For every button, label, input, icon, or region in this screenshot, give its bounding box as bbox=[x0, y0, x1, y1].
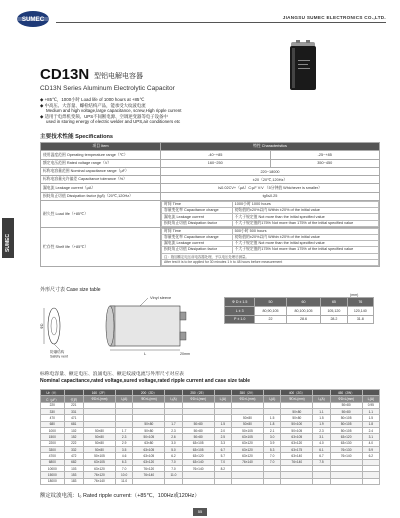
rating-cell: 63×175 bbox=[281, 447, 313, 453]
rating-cell: C（μF） bbox=[41, 396, 65, 402]
spec-heading: 主要技术性能 Specifications bbox=[40, 134, 114, 140]
spec-value: tgδ≤0.25 bbox=[161, 192, 380, 200]
shelf-life-table bbox=[161, 228, 379, 266]
spec-label: 标称电容量允许偏差 Capacitance tolerance（%） bbox=[41, 176, 161, 184]
rating-cell: I₀(A) bbox=[313, 396, 330, 402]
rating-cell: 330 bbox=[41, 409, 65, 415]
rating-cell: 220 bbox=[41, 402, 65, 408]
rating-cell: 2.3 bbox=[165, 428, 182, 434]
rating-cell: 7.5 bbox=[313, 459, 330, 465]
safety-vent-cn: 防爆结构 bbox=[50, 350, 65, 354]
rating-cell: I₀(A) bbox=[165, 396, 182, 402]
rating-cell: 7.0 bbox=[165, 466, 182, 472]
sub-value: 500小时 500 hours bbox=[232, 228, 378, 234]
rating-cell: 102 bbox=[64, 428, 83, 434]
rating-cell: 63×120 bbox=[83, 466, 115, 472]
spec-table bbox=[40, 142, 380, 267]
rating-cell: 76×120 bbox=[83, 472, 115, 478]
rating-cell: 63×105 bbox=[182, 447, 214, 453]
rating-cell: 3.0 bbox=[165, 440, 182, 446]
rating-cell: Ur（V） bbox=[41, 390, 65, 396]
rating-cell: 1.5 bbox=[214, 421, 231, 427]
spec-label: 使用温度范围 Operating temperature range（℃） bbox=[41, 151, 161, 159]
rating-cell: 471 bbox=[64, 415, 83, 421]
rating-cell bbox=[214, 478, 231, 484]
sumec-logo bbox=[16, 10, 50, 28]
sub-label: 时间 Time bbox=[162, 202, 233, 208]
sub-label: 损耗角正切值 Dissipation factor bbox=[162, 220, 233, 226]
rating-cell: 50×105 bbox=[231, 428, 263, 434]
ripple-table-title-en: Nominal capacitance,rated voltage,sured voltage,rated ripple current and case size table bbox=[40, 378, 251, 384]
rating-cell: 76×140 bbox=[182, 466, 214, 472]
rating-cell bbox=[133, 478, 165, 484]
rating-cell: ΦD×L(mm) bbox=[83, 396, 115, 402]
rating-cell: 63×105 bbox=[83, 459, 115, 465]
rating-cell: 63×105 bbox=[133, 447, 165, 453]
case-cell: 60 bbox=[286, 298, 321, 307]
rating-cell: 76×130 bbox=[330, 447, 362, 453]
rating-cell: 63×120 bbox=[231, 440, 263, 446]
case-cell: Φ D ± 1.5 bbox=[225, 298, 255, 307]
page-number: 55 bbox=[193, 508, 207, 516]
spec-value: ±20（20℃,120Hz） bbox=[161, 176, 380, 184]
rating-cell: 1500 bbox=[41, 434, 65, 440]
rating-cell: 2.1 bbox=[264, 428, 281, 434]
rating-cell: 50×80 bbox=[330, 402, 362, 408]
rating-cell: 2.5 bbox=[214, 434, 231, 440]
case-drawing bbox=[40, 292, 200, 358]
case-cell: 80,90,105 bbox=[255, 306, 286, 315]
rating-cell: 6.7 bbox=[313, 453, 330, 459]
rating-cell: 50×80 bbox=[133, 428, 165, 434]
rating-cell: 8.2 bbox=[214, 466, 231, 472]
rating-cell: 6.2 bbox=[362, 453, 379, 459]
sub-label: 容量变化率 Capacitance change bbox=[162, 208, 233, 214]
rating-cell: 3.5 bbox=[116, 447, 133, 453]
rating-cell: 11.0 bbox=[116, 478, 133, 484]
rating-cell: 10000 bbox=[41, 466, 65, 472]
rating-cell: 50×80 bbox=[133, 421, 165, 427]
rating-cell: ΦD×L(mm) bbox=[231, 396, 263, 402]
rating-cell: 63×120 bbox=[281, 440, 313, 446]
spec-value: 160~250 bbox=[161, 159, 271, 167]
series-subtitle: CD13N Series Aluminum Electrolytic Capacitor bbox=[40, 85, 175, 92]
rating-cell bbox=[264, 478, 281, 484]
sub-label: 漏电流 Leakage current bbox=[162, 214, 233, 220]
rating-cell: 5.7 bbox=[214, 453, 231, 459]
rating-cell: 76×120 bbox=[133, 466, 165, 472]
rating-cell: 15000 bbox=[41, 472, 65, 478]
rating-cell: 472 bbox=[64, 453, 83, 459]
rating-cell: 50×105 bbox=[330, 428, 362, 434]
sub-value: 不大于规定值 Not more than the initial specified value bbox=[232, 214, 378, 220]
sub-label: 漏电流 Leakage current bbox=[162, 241, 233, 247]
feature-line: Medium and high voltage,large capacitance, screw,High ripple current bbox=[46, 108, 182, 114]
load-life-cell bbox=[161, 201, 380, 228]
case-cell: L ± 3 bbox=[225, 306, 255, 315]
spec-value: -40~+85 bbox=[161, 151, 271, 159]
rating-cell: 50×80 bbox=[231, 415, 263, 421]
rating-cell: 63×130 bbox=[330, 440, 362, 446]
case-cell: 50 bbox=[255, 298, 286, 307]
rating-cell: 1000 bbox=[41, 428, 65, 434]
case-cell: 76 bbox=[347, 298, 373, 307]
rating-cell: 63×105 bbox=[182, 440, 214, 446]
rating-cell: ΦD×L(mm) bbox=[281, 396, 313, 402]
spec-value: 350~450 bbox=[270, 159, 380, 167]
svg-text:SUMEC: SUMEC bbox=[21, 16, 45, 24]
case-cell: 80,100,105 bbox=[286, 306, 321, 315]
rating-cell: 1.8 bbox=[264, 421, 281, 427]
rating-cell: 6.7 bbox=[214, 447, 231, 453]
sub-label: 损耗角正切值 Dissipation factor bbox=[162, 247, 233, 253]
dim-L-label: L bbox=[144, 351, 147, 356]
rating-cell: 63×120 bbox=[330, 434, 362, 440]
rating-cell: 76×140 bbox=[281, 459, 313, 465]
safety-vent-label: Safety vent bbox=[50, 354, 68, 358]
rating-cell: 6.2 bbox=[165, 453, 182, 459]
case-cell: 28.6 bbox=[286, 315, 321, 324]
rating-cell: 50×100 bbox=[281, 421, 313, 427]
rating-cell: 2.6 bbox=[165, 434, 182, 440]
rating-cell: 50×80 bbox=[182, 434, 214, 440]
rating-cell: 1.9 bbox=[313, 421, 330, 427]
case-cell: 22 bbox=[255, 315, 286, 324]
rating-cell: 50×80 bbox=[83, 447, 115, 453]
rating-cell: 4700 bbox=[41, 453, 65, 459]
feature-list bbox=[40, 97, 340, 125]
rating-cell: 76×140 bbox=[133, 472, 165, 478]
rating-cell: 2.4 bbox=[362, 428, 379, 434]
rating-cell: 76×140 bbox=[83, 478, 115, 484]
rating-cell: 50×80 bbox=[281, 415, 313, 421]
side-tab-label: SUMEC bbox=[5, 233, 11, 252]
rating-cell: 1.7 bbox=[165, 421, 182, 427]
header-rule bbox=[56, 22, 386, 23]
rating-cell: 50×105 bbox=[133, 434, 165, 440]
rating-cell: 4.6 bbox=[116, 453, 133, 459]
rating-cell: 63×80 bbox=[133, 440, 165, 446]
rating-cell: 1.5 bbox=[313, 415, 330, 421]
rating-cell: 63×105 bbox=[281, 434, 313, 440]
rating-cell: ΦD×L(mm) bbox=[330, 396, 362, 402]
company-name: JIANGSU SUMEC ELECTRONICS CO.,LTD. bbox=[282, 15, 386, 20]
spec-label: 贮存性 Shelf life（+85℃） bbox=[41, 227, 161, 266]
dim-phi-label: ΦD bbox=[40, 323, 44, 329]
rating-cell: 3.3 bbox=[214, 440, 231, 446]
spec-value: 220~18000 bbox=[161, 167, 380, 175]
rating-cell: 代码 bbox=[64, 396, 83, 402]
rating-cell: 1.1 bbox=[362, 409, 379, 415]
rating-cell: 63×120 bbox=[133, 459, 165, 465]
feature-line: used in storing energy of electric welder and UPS,air conditioners etc bbox=[46, 119, 181, 125]
case-cell: P ± 1.0 bbox=[225, 315, 255, 324]
spec-value: -25~+85 bbox=[270, 151, 380, 159]
rating-cell: 63×140 bbox=[281, 453, 313, 459]
case-cell: 105,120 bbox=[321, 306, 347, 315]
rating-cell: 2.3 bbox=[313, 428, 330, 434]
rating-cell: 681 bbox=[64, 421, 83, 427]
case-cell: 31.8 bbox=[347, 315, 373, 324]
model-title: CD13N bbox=[40, 66, 90, 83]
rating-cell: 50×105 bbox=[281, 428, 313, 434]
rating-cell: 5.0 bbox=[165, 447, 182, 453]
rating-cell: 1.1 bbox=[313, 409, 330, 415]
rating-cell: ΦD×L(mm) bbox=[182, 396, 214, 402]
rating-cell: 332 bbox=[64, 447, 83, 453]
rating-cell: 400（2G） bbox=[281, 390, 313, 396]
rating-cell: 331 bbox=[64, 409, 83, 415]
spec-header-char: 特性 Characteristics bbox=[161, 143, 380, 151]
rating-cell: 183 bbox=[64, 478, 83, 484]
rating-cell: 3.1 bbox=[362, 434, 379, 440]
capacitor-photo bbox=[288, 40, 318, 92]
rating-cell: 7.0 bbox=[264, 459, 281, 465]
rating-cell: 50×80 bbox=[330, 409, 362, 415]
rating-cell: 63×120 bbox=[182, 453, 214, 459]
rating-cell bbox=[313, 478, 330, 484]
ripple-table-title-cn: 标称电容量、额定电压、浪涌电压、额定纹波电流与外形尺寸对应表 bbox=[40, 372, 184, 377]
rating-cell: I₀(A) bbox=[264, 396, 281, 402]
rating-cell: 470 bbox=[41, 415, 65, 421]
rating-cell bbox=[231, 478, 263, 484]
case-size-title: 外形尺寸表 Case size table bbox=[40, 287, 101, 293]
rating-cell: 1.8 bbox=[362, 421, 379, 427]
rating-cell: 103 bbox=[64, 466, 83, 472]
rating-cell: 18000 bbox=[41, 478, 65, 484]
sub-value: 初始值的±20%以内 Within ±20% of the initial value bbox=[232, 208, 378, 214]
rating-cell: 3.9 bbox=[264, 440, 281, 446]
sub-label: 容量变化率 Capacitance change bbox=[162, 235, 233, 241]
rating-cell: 5.9 bbox=[362, 447, 379, 453]
rating-cell: 152 bbox=[64, 434, 83, 440]
rating-row bbox=[41, 478, 380, 484]
rating-cell: 222 bbox=[64, 440, 83, 446]
rating-cell: 153 bbox=[64, 472, 83, 478]
load-life-table bbox=[161, 201, 379, 227]
rating-cell bbox=[165, 478, 182, 484]
footer-note: 额定纹波电流：I₀ Rated ripple current:（+85℃，100Hz或120Hz） bbox=[40, 493, 200, 499]
rating-cell: 3.0 bbox=[264, 434, 281, 440]
rating-cell: 7.0 bbox=[214, 459, 231, 465]
rating-cell: 6800 bbox=[41, 459, 65, 465]
spec-label: 漏电流 Leakage current（μA） bbox=[41, 184, 161, 192]
case-size-table bbox=[224, 297, 374, 324]
rating-cell: 76×140 bbox=[231, 459, 263, 465]
rating-cell: 2.0 bbox=[214, 428, 231, 434]
rating-cell: 200（2D） bbox=[133, 390, 165, 396]
vinyl-sleeve-label: Vinyl sleeve bbox=[150, 295, 172, 300]
rating-cell: 160（2F） bbox=[83, 390, 115, 396]
spec-label: 耐久性 Load life（+85℃） bbox=[41, 201, 161, 228]
rating-cell: 682 bbox=[64, 459, 83, 465]
dim-20mm-label: 20mm bbox=[180, 352, 190, 356]
rating-cell: 50×105 bbox=[330, 415, 362, 421]
rating-cell: I₀(A) bbox=[116, 396, 133, 402]
feature-line: ◆ 适用于电焊机变频、UPS不间断电源、空调逆变器等电子设备中 bbox=[40, 113, 168, 119]
rating-cell: 50×80 bbox=[281, 409, 313, 415]
rating-cell: 50×105 bbox=[83, 453, 115, 459]
rating-cell: 3300 bbox=[41, 447, 65, 453]
case-cell: 28.2 bbox=[321, 315, 347, 324]
shelf-note-cn: 注：施加额定电压前电容器处理，予以电压处理后测量。 bbox=[162, 253, 379, 259]
rating-cell: 7.0 bbox=[116, 466, 133, 472]
shelf-life-cell bbox=[161, 227, 380, 266]
side-tab bbox=[2, 218, 14, 258]
rating-cell: 4.0 bbox=[362, 440, 379, 446]
spec-label: 额定电压范围 Rated voltage range（V） bbox=[41, 159, 161, 167]
rating-cell: 6.3 bbox=[116, 459, 133, 465]
sub-label: 时间 Time bbox=[162, 228, 233, 234]
rating-cell: 63×105 bbox=[133, 453, 165, 459]
rating-cell bbox=[330, 478, 362, 484]
spec-label: 损耗角正切值 Dissipation factor (tgδ)（20℃,120Hz） bbox=[41, 192, 161, 200]
rating-cell: 76×140 bbox=[330, 453, 362, 459]
rating-cell bbox=[281, 478, 313, 484]
rating-cell: 350（2V） bbox=[231, 390, 263, 396]
case-cell: 120,140 bbox=[347, 306, 373, 315]
rating-cell: 50×80 bbox=[83, 440, 115, 446]
rating-cell: 680 bbox=[41, 421, 65, 427]
rating-table bbox=[40, 389, 380, 485]
rating-cell: 221 bbox=[64, 402, 83, 408]
rating-cell: 1.5 bbox=[362, 415, 379, 421]
rating-cell: 2.9 bbox=[116, 440, 133, 446]
rating-cell: 1.5 bbox=[264, 415, 281, 421]
rating-cell: 7.0 bbox=[264, 453, 281, 459]
rating-cell: 10.0 bbox=[116, 472, 133, 478]
rating-cell: 11.0 bbox=[165, 472, 182, 478]
shelf-note-en: After test it is to be applied for 30 minutes 1 h to 48 hours before measurement bbox=[162, 259, 379, 265]
rating-cell: 450（2W） bbox=[330, 390, 362, 396]
spec-header-item: 项目 Item bbox=[41, 143, 161, 151]
rating-cell: 4.0 bbox=[313, 440, 330, 446]
rating-cell: 50×80 bbox=[182, 421, 214, 427]
rating-cell bbox=[182, 478, 214, 484]
rating-cell: 2200 bbox=[41, 440, 65, 446]
case-cell: 65 bbox=[321, 298, 347, 307]
rating-cell: I₀(A) bbox=[214, 396, 231, 402]
rating-cell: 3.1 bbox=[313, 434, 330, 440]
rating-cell: 0.95 bbox=[362, 402, 379, 408]
sub-value: 不大于规定值 Not more than the initial specified value bbox=[232, 241, 378, 247]
feature-line: ◆ 中高压、大容量、螺栓结构产品，能承受大纹波电流 bbox=[40, 102, 146, 108]
rating-cell: 50×80 bbox=[231, 421, 263, 427]
case-unit: (mm) bbox=[350, 293, 359, 297]
rating-cell: 50×80 bbox=[83, 428, 115, 434]
rating-cell: 6.1 bbox=[313, 447, 330, 453]
sub-value: 初始值的±20%以内 Within ±20% of the initial value bbox=[232, 235, 378, 241]
rating-cell: 250（2E） bbox=[182, 390, 214, 396]
rating-cell: 50×80 bbox=[83, 434, 115, 440]
rating-cell: 2.3 bbox=[116, 434, 133, 440]
rating-cell: 63×140 bbox=[182, 459, 214, 465]
rating-cell: 50×105 bbox=[330, 421, 362, 427]
rating-cell: ΦD×L(mm) bbox=[133, 396, 165, 402]
rating-cell: 63×120 bbox=[231, 447, 263, 453]
spec-value: I≤0.02CV+（μA）C:μF V:V （5分钟值 Whichever is smaller） bbox=[161, 184, 380, 192]
rating-cell: 7.0 bbox=[165, 459, 182, 465]
rating-cell bbox=[362, 478, 379, 484]
rating-cell: I₀(A) bbox=[362, 396, 379, 402]
rating-cell: 5.3 bbox=[264, 447, 281, 453]
rating-cell: 63×120 bbox=[231, 453, 263, 459]
sub-value: 不大于规定值的175% Not more than 175% of the initial specified value bbox=[232, 220, 378, 226]
sub-value: 1000小时 1000 hours bbox=[232, 202, 378, 208]
sub-value: 不大于规定值的175% Not more than 175% of the initial specified value bbox=[232, 247, 378, 253]
rating-cell: 63×105 bbox=[231, 434, 263, 440]
rating-cell: 1.7 bbox=[116, 428, 133, 434]
model-title-cn: 型铝电解电容器 bbox=[94, 73, 143, 80]
rating-cell: 50×80 bbox=[182, 428, 214, 434]
spec-label: 标称电容量范围 Nominal capacitance range（μF） bbox=[41, 167, 161, 175]
feature-line: ◆ +85℃，1000小时 Load life of 1000 hours at +85℃ bbox=[40, 97, 145, 102]
